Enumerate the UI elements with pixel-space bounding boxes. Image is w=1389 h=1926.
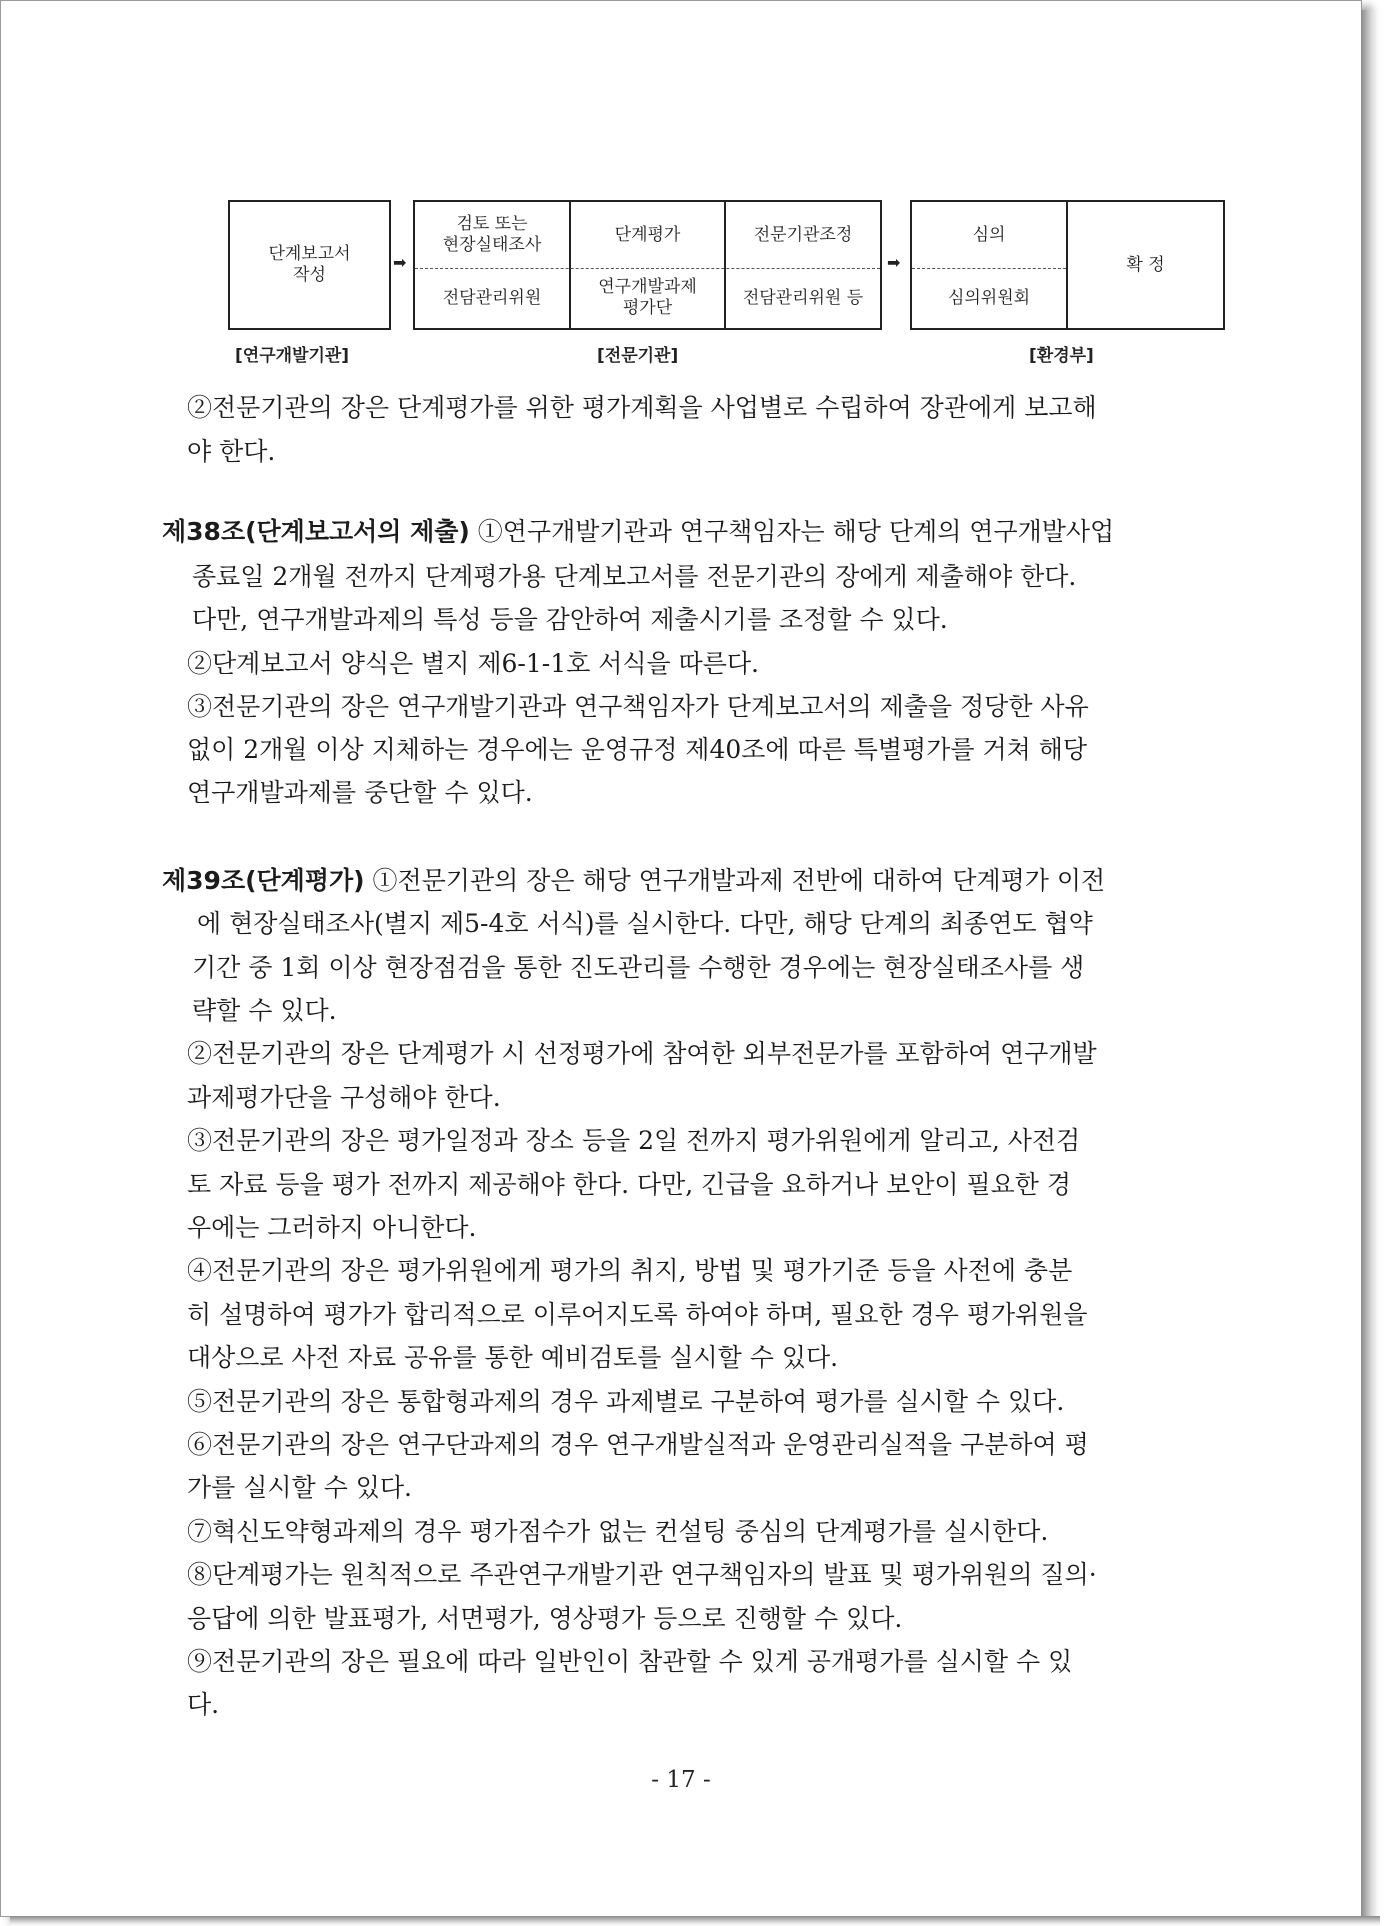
org-label-ministry-of-environment: [환경부] bbox=[1029, 346, 1094, 366]
article-38-line: ②단계보고서 양식은 별지 제6-1-1호 서식을 따른다. bbox=[187, 649, 759, 678]
agency-adjustment: 전문기관조정 bbox=[753, 224, 853, 245]
article-39-line: 우에는 그러하지 아니한다. bbox=[187, 1213, 477, 1242]
report-writing-label bbox=[230, 202, 389, 328]
process-diagram bbox=[1, 1, 1361, 381]
article-39-line: ⑥전문기관의 장은 연구단과제의 경우 연구개발실적과 운영관리실적을 구분하여 평 bbox=[187, 1430, 1089, 1459]
article-38-line: 종료일 2개월 전까지 단계평가용 단계보고서를 전문기관의 장에게 제출해야 한다. bbox=[192, 562, 1077, 591]
article-39-line: 다. bbox=[187, 1690, 220, 1719]
article-39-line: ②전문기관의 장은 단계평가 시 선정평가에 참여한 외부전문가를 포함하여 연구개발 bbox=[187, 1039, 1097, 1068]
evaluation-panel: 연구개발과제 평가단 bbox=[598, 277, 697, 318]
article-39-line: 토 자료 등을 평가 전까지 제공해야 한다. 다만, 긴급을 요하거나 보안이 필요한 경 bbox=[187, 1170, 1072, 1199]
diagram-box-deliberation bbox=[910, 200, 1225, 330]
article-39-line: ③전문기관의 장은 평가일정과 장소 등을 2일 전까지 평가위원에게 알리고, 사전검 bbox=[187, 1126, 1081, 1155]
diagram-box-agency-process bbox=[413, 200, 882, 330]
article-39-line: ④전문기관의 장은 평가위원에게 평가의 취지, 방법 및 평가기준 등을 사전에 충분 bbox=[187, 1256, 1073, 1285]
stage-evaluation: 단계평가 bbox=[614, 224, 681, 245]
article-39-line: ⑧단계평가는 원칙적으로 주관연구개발기관 연구책임자의 발표 및 평가위원의 질의· bbox=[187, 1560, 1097, 1589]
report-writing-line2: 작성 bbox=[293, 265, 326, 285]
article-39-line: 히 설명하여 평가가 합리적으로 이루어지도록 하여야 하며, 필요한 경우 평가위원을 bbox=[187, 1300, 1088, 1329]
article-39-line: 응답에 의한 발표평가, 서면평가, 영상평가 등으로 진행할 수 있다. bbox=[187, 1604, 903, 1633]
article-38-line: ③전문기관의 장은 연구개발기관과 연구책임자가 단계보고서의 제출을 정당한 사유 bbox=[187, 692, 1089, 721]
intro-line: 야 한다. bbox=[187, 437, 276, 466]
article-39-first-line bbox=[162, 865, 1105, 897]
article-39-line: ⑦혁신도약형과제의 경우 평가점수가 없는 컨설팅 중심의 단계평가를 실시한다. bbox=[187, 1517, 1049, 1546]
article-39-line: ⑤전문기관의 장은 통합형과제의 경우 과제별로 구분하여 평가를 실시할 수 있다. bbox=[187, 1387, 1065, 1416]
page-shadow-bottom bbox=[10, 1916, 1380, 1926]
intro-line: ②전문기관의 장은 단계평가를 위한 평가계획을 사업별로 수립하여 장관에게 보고해 bbox=[187, 393, 1097, 422]
article-38-line: 다만, 연구개발과제의 특성 등을 감안하여 제출시기를 조정할 수 있다. bbox=[192, 605, 948, 634]
deliberation-committee: 심의위원회 bbox=[947, 287, 1031, 308]
article-39-line: 략할 수 있다. bbox=[192, 996, 337, 1025]
article-38-first-line bbox=[162, 516, 1114, 548]
article-39-line: 기간 중 1회 이상 현장점검을 통한 진도관리를 수행한 경우에는 현장실태조사를 생 bbox=[192, 953, 1085, 982]
article-38-text: ①연구개발기관과 연구책임자는 해당 단계의 연구개발사업 bbox=[469, 517, 1115, 546]
page-shadow-right bbox=[1361, 10, 1379, 1922]
arrow-right-icon: ➡ bbox=[887, 253, 901, 272]
article-39-text: ①전문기관의 장은 해당 연구개발과제 전반에 대하여 단계평가 이전 bbox=[364, 866, 1106, 895]
diagram-box-report-writing bbox=[228, 200, 391, 330]
article-39-line: 가를 실시할 수 있다. bbox=[187, 1473, 412, 1502]
article-38-line: 없이 2개월 이상 지체하는 경우에는 운영규정 제40조에 따른 특별평가를 거쳐 해당 bbox=[187, 735, 1087, 764]
deliberation: 심의 bbox=[972, 224, 1006, 245]
article-39-line: 과제평가단을 구성해야 한다. bbox=[187, 1083, 501, 1112]
report-writing-line1: 단계보고서 bbox=[268, 244, 351, 264]
dedicated-manager-etc: 전담관리위원 등 bbox=[742, 287, 864, 308]
review-or-onsite-inspection: 검토 또는 현장실태조사 bbox=[442, 214, 542, 255]
article-39-line: ⑨전문기관의 장은 필요에 따라 일반인이 참관할 수 있게 공개평가를 실시할 수 있 bbox=[187, 1647, 1073, 1676]
dedicated-manager: 전담관리위원 bbox=[442, 287, 542, 308]
page-number: - 17 - bbox=[651, 1767, 711, 1793]
article-39-line: 에 현장실태조사(별지 제5-4호 서식)를 실시한다. 다만, 해당 단계의 최종연도 협약 bbox=[197, 909, 1093, 938]
article-39-line: 대상으로 사전 자료 공유를 통한 예비검토를 실시할 수 있다. bbox=[187, 1343, 839, 1372]
article-38-line: 연구개발과제를 중단할 수 있다. bbox=[187, 778, 533, 807]
arrow-right-icon: ➡ bbox=[393, 253, 407, 272]
article-38-title: 제38조(단계보고서의 제출) bbox=[162, 517, 470, 546]
org-label-specialized-agency: [전문기관] bbox=[597, 346, 679, 366]
confirmation: 확 정 bbox=[1126, 254, 1165, 275]
article-39-title: 제39조(단계평가) bbox=[162, 866, 365, 895]
org-label-research-institution: [연구개발기관] bbox=[235, 346, 350, 366]
